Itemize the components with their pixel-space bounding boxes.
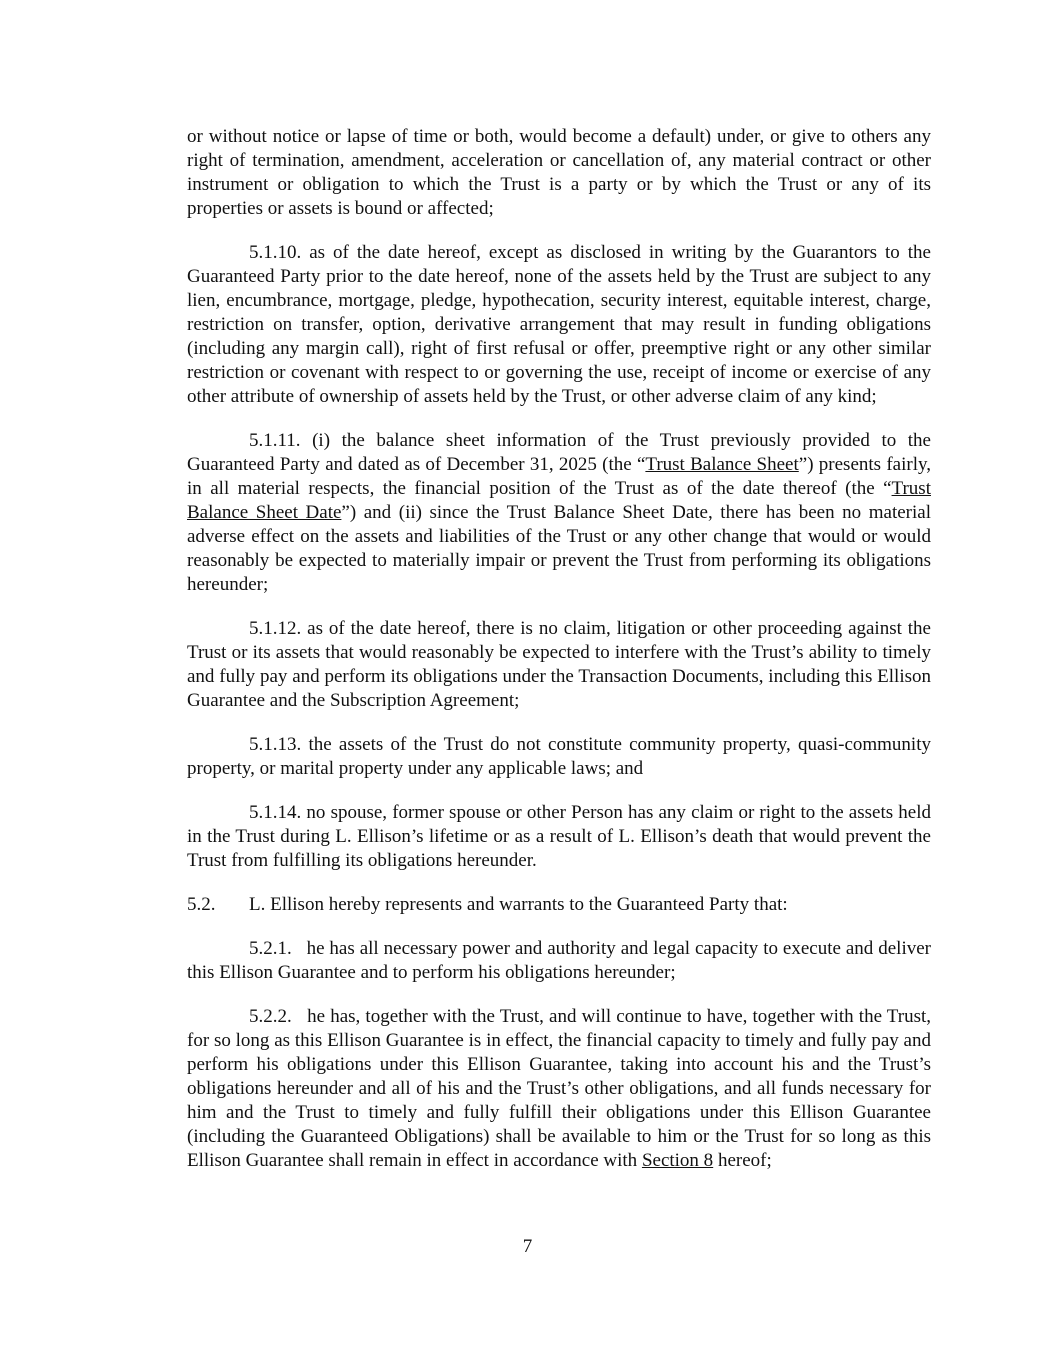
paragraph-5-1-10: 5.1.10. as of the date hereof, except as disclosed in writing by the Guarantors to the Guaranteed Party prior to the date hereof, none of the assets held by the Trust are subject to any lien, encumbrance, mortgage, pledge, hypothecation, security interest, equitable interest, charge, restriction on transfer, option, derivative arrangement that may result in funding obligations (including any margin call), right of first refusal or offer, preemptive right or any other similar restriction or covenant with respect to or governing the use, receipt of income or exercise of any other attribute of ownership of assets held by the Trust, or other adverse claim of any kind; [187,242,931,407]
paragraph-5-1-13: 5.1.13. the assets of the Trust do not constitute community property, quasi-community property, or marital property under any applicable laws; and [187,734,931,779]
paragraph-5-1-12: 5.1.12. as of the date hereof, there is no claim, litigation or other proceeding against the Trust or its assets that would reasonably be expected to interfere with the Trust’s ability to timely and fully pay and perform its obligations under the Transaction Documents, including this Ellison Guarantee and the Subscription Agreement; [187,618,931,711]
paragraph-5-1-11 [187,429,931,597]
document-body [187,125,936,1193]
paragraph-5-2-1: 5.2.1. he has all necessary power and authority and legal capacity to execute and deliver this Ellison Guarantee and to perform his obligations hereunder; [187,938,936,983]
paragraph-5-1-14: 5.1.14. no spouse, former spouse or other Person has any claim or right to the assets held in the Trust during L. Ellison’s lifetime or as a result of L. Ellison’s death that would prevent the Trust from fulfilling its obligations hereunder. [187,802,931,871]
paragraph-continuation: or without notice or lapse of time or both, would become a default) under, or give to others any right of termination, amendment, acceleration or cancellation of, any material contract or other instrument or obligation to which the Trust is a party or by which the Trust or any of its properties or assets is bound or affected; [187,126,931,219]
defined-term-trust-balance-sheet: Trust Balance Sheet [645,454,799,475]
section-number: 5.2. [187,894,216,915]
paragraph-5-1-11-text-c: ”) and (ii) since the Trust Balance Sheet Date, there has been no material adverse effect on the assets and liabilities of the Trust or any other change that would or would reasonably be expected to materially impair or prevent the Trust from performing its obligations hereunder; [187,502,931,595]
page-number: 7 [522,1236,533,1257]
section-text: L. Ellison hereby represents and warrants to the Guaranteed Party that: [249,894,788,915]
paragraph-5-2-2-text-a: 5.2.2. he has, together with the Trust, and will continue to have, together with the Trust, for so long as this Ellison Guarantee is in effect, the financial capacity to timely and fully pay and perform his obligations under this Ellison Guarantee, taking into account his and the Trust’s obligations hereunder and all of his and the Trust’s other obligations, and all funds necessary for him and the Trust to timely and fully fulfill their obligations under this Ellison Guarantee (including the Guaranteed Obligations) shall be available to him or the Trust for so long as this Ellison Guarantee shall remain in effect in accordance with [187,1006,936,1171]
section-5-2-heading [187,893,931,917]
section-8-reference: Section 8 [641,1150,714,1171]
paragraph-5-2-2-text-b: hereof; [713,1150,772,1171]
defined-term-trust-balance-sheet-date: Trust Balance Sheet Date [187,478,931,523]
paragraph-5-1-11-text-a: 5.1.11. (i) the balance sheet information of the Trust previously provided to the Guaranteed Party and dated as of December 31, 2025 (the “ [187,430,931,475]
paragraph-5-1-11-text-b: ”) presents fairly, in all material respects, the financial position of the Trust as of the date thereof (the “ [187,454,931,499]
paragraph-5-2-2 [187,1005,936,1173]
